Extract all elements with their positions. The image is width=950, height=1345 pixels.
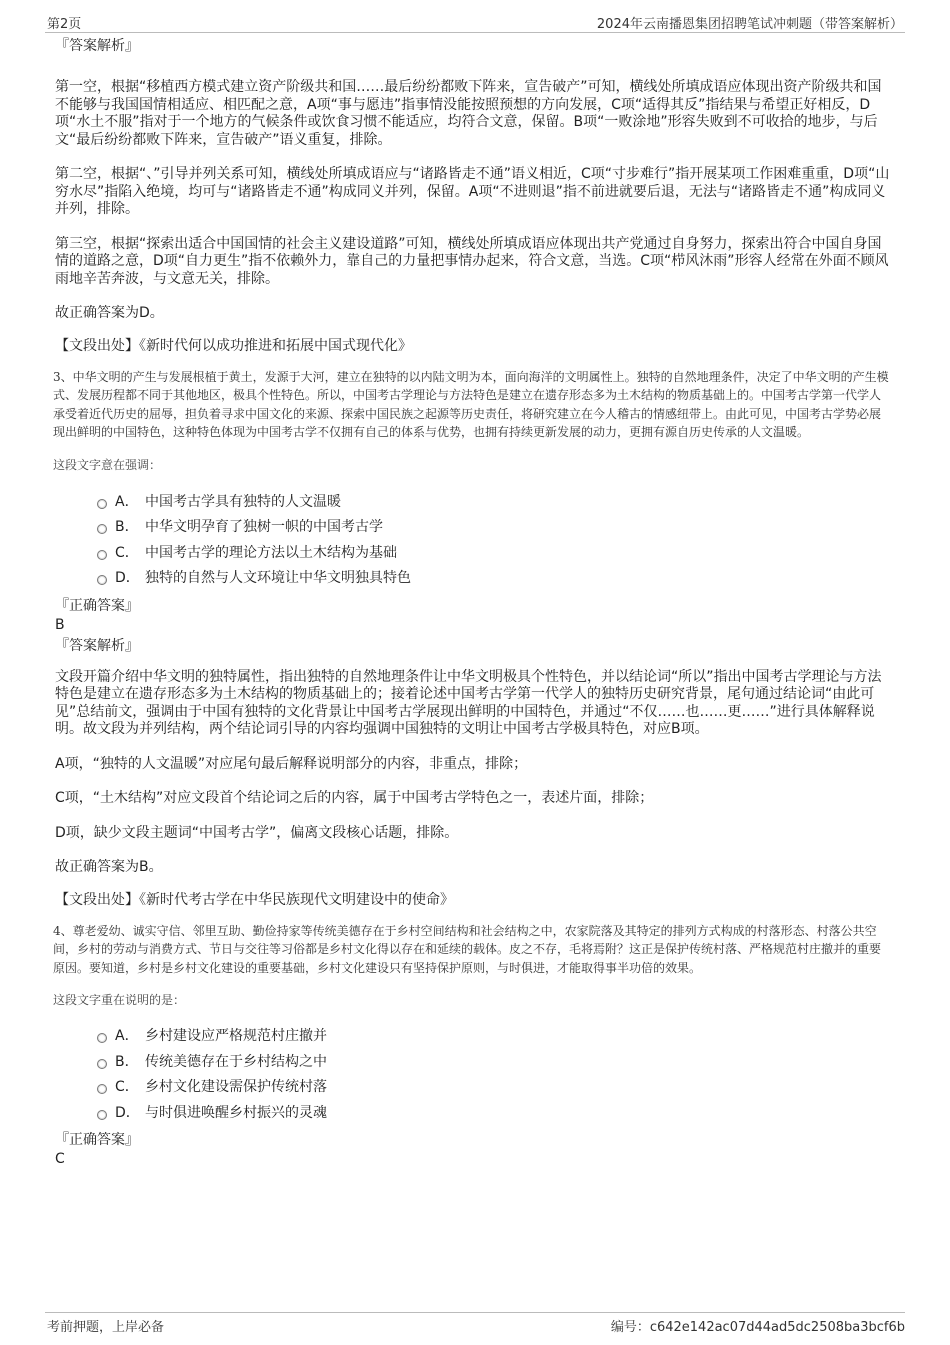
option-list bbox=[55, 1024, 890, 1126]
radio-button[interactable] bbox=[97, 575, 107, 585]
page-header bbox=[45, 10, 905, 33]
analysis-paragraph: 文段开篇介绍中华文明的独特属性，指出独特的自然地理条件让中华文明极具个性特色，并以结论词“所以”指出中国考古学理论与方法特色是建立在遗存形态多为土木结构的物质基础上的；接着论述中国考古学第一代学人的独特历史研究背景，尾句通过结论词“由此可见”总结前文，强调由于中国有独特的文化背景让中国考古学展现出鲜明的中国特色，并通过“不仅……也……更……”进行具体解释说明。故文段为并列结构，两个结论词引导的内容均强调中国独特的文明让中国考古学极具特色，对应B项。 bbox=[55, 668, 882, 737]
analysis-paragraph: D项，缺少文段主题词“中国考古学”，偏离文段核心话题，排除。 bbox=[55, 824, 459, 841]
question-text: 3、中华文明的产生与发展根植于黄土，发源于大河，建立在独特的以内陆文明为本，面向海洋的文明属性上。独特的自然地理条件，决定了中华文明的产生模式、发展历程都不同于其他地区，极具个性特色。所以，中国考古学理论与方法特色是建立在遗存形态多为土木结构的物质基础上的。中国考古学第一代学人承受着近代历史的屈辱，担负着寻求中国文化的来源、探索中国民族之起源等历史责任，将研究建立在今人稽古的情感纽带上。由此可见，中国考古学势必展现出鲜明的中国特色，这种特色体现为中国考古学不仅拥有自己的体系与优势，也拥有持续更新发展的动力，更拥有源自历史传承的人文温暖。 bbox=[53, 369, 889, 439]
document-title: 2024年云南播恩集团招聘笔试冲刺题（带答案解析） bbox=[596, 17, 903, 32]
document-id: 编号：c642e142ac07d44ad5dc2508ba3bcf6b bbox=[610, 1320, 905, 1335]
analysis-paragraph: C项，“土木结构”对应文段首个结论词之后的内容，属于中国考古学特色之一，表述片面，排除； bbox=[55, 790, 654, 806]
question-text: 4、尊老爱幼、诚实守信、邻里互助、勤俭持家等传统美德存在于乡村空间结构和社会结构之中，农家院落及其特定的排列方式构成的村落形态、村落公共空间，乡村的劳动与消费方式、节日与交往等习俗都是乡村文化得以存在和延续的载体。皮之不存，毛将焉附？这正是保护传统村落、严格规范村庄撤并的重要原因。要知道，乡村是乡村文化建设的重要基础，乡村文化建设只有坚持保护原则，与时俱进，才能取得事半功倍的效果。 bbox=[53, 923, 882, 975]
option-a[interactable]: A． 乡村建设应严格规范村庄撤并 bbox=[55, 1024, 890, 1050]
analysis-paragraph: 第二空，根据“、”引导并列关系可知，横线处所填成语应与“诸路皆走不通”语义相近，C项“寸步难行”指开展某项工作困难重重，D项“山穷水尽”指陷入绝境，均可与“诸路皆走不通”构成同义并列，保留。A项“不进则退”指不前进就要后退，无法与“诸路皆走不通”构成同义并列，排除。 bbox=[55, 166, 890, 217]
source-citation: 【文段出处】《新时代何以成功推进和拓展中国式现代化》 bbox=[55, 337, 412, 354]
option-c[interactable]: C． 乡村文化建设需保护传统村落 bbox=[55, 1075, 890, 1101]
correct-answer: B bbox=[55, 616, 65, 633]
radio-button[interactable] bbox=[97, 1033, 107, 1043]
document-body bbox=[55, 36, 890, 1168]
footer-slogan: 考前押题，上岸必备 bbox=[47, 1320, 165, 1335]
option-c[interactable]: C． 中国考古学的理论方法以土木结构为基础 bbox=[55, 541, 890, 567]
answer-conclusion: 故正确答案为B。 bbox=[55, 859, 163, 875]
option-d[interactable]: D． 与时俱进唤醒乡村振兴的灵魂 bbox=[55, 1101, 890, 1127]
radio-button[interactable] bbox=[97, 550, 107, 560]
analysis-paragraph: 第一空，根据“移植西方模式建立资产阶级共和国……最后纷纷都败下阵来，宣告破产”可知，横线处所填成语应体现出资产阶级共和国不能够与我国国情相适应、相匹配之意，A项“事与愿违”指事情没能按照预想的方向发展，C项“适得其反”指结果与希望正好相反，D项“水土不服”指对于一个地方的气候条件或饮食习惯不能适应，均符合文意，保留。B项“一败涂地”形容失败到不可收拾的地步，与后文“最后纷纷都败下阵来，宣告破产”语义重复，排除。 bbox=[55, 79, 882, 148]
analysis-heading: 『答案解析』 bbox=[55, 637, 139, 654]
correct-answer: C bbox=[55, 1151, 65, 1167]
page-footer bbox=[45, 1312, 905, 1337]
analysis-paragraph: 第三空，根据“探索出适合中国国情的社会主义建设道路”可知，横线处所填成语应体现出共产党通过自身努力，探索出符合中国自身国情的道路之意，D项“自力更生”指不依赖外力，靠自己的力量把事情办起来，符合文意，当选。C项“栉风沐雨”形容人经常在外面不顾风雨地辛苦奔波，与文意无关，排除。 bbox=[55, 235, 889, 287]
source-citation: 【文段出处】《新时代考古学在中华民族现代文明建设中的使命》 bbox=[55, 891, 454, 908]
question-prompt: 这段文字意在强调： bbox=[53, 457, 162, 472]
radio-button[interactable] bbox=[97, 1059, 107, 1069]
option-a[interactable]: A． 中国考古学具有独特的人文温暖 bbox=[55, 490, 890, 516]
radio-button[interactable] bbox=[97, 499, 107, 509]
radio-button[interactable] bbox=[97, 1110, 107, 1120]
question-prompt: 这段文字重在说明的是： bbox=[53, 993, 186, 1007]
option-b[interactable]: B． 中华文明孕育了独树一帜的中国考古学 bbox=[55, 515, 890, 541]
page-number: 第2页 bbox=[47, 17, 82, 32]
option-d[interactable]: D． 独特的自然与人文环境让中华文明独具特色 bbox=[55, 566, 890, 592]
correct-answer-heading: 『正确答案』 bbox=[55, 597, 139, 614]
analysis-paragraph: A项，“独特的人文温暖”对应尾句最后解释说明部分的内容，非重点，排除； bbox=[55, 755, 528, 772]
option-list bbox=[55, 490, 890, 592]
analysis-heading: 『答案解析』 bbox=[55, 38, 139, 54]
radio-button[interactable] bbox=[97, 524, 107, 534]
correct-answer-heading: 『正确答案』 bbox=[55, 1132, 139, 1148]
answer-conclusion: 故正确答案为D。 bbox=[55, 305, 164, 321]
radio-button[interactable] bbox=[97, 1084, 107, 1094]
option-b[interactable]: B． 传统美德存在于乡村结构之中 bbox=[55, 1050, 890, 1076]
